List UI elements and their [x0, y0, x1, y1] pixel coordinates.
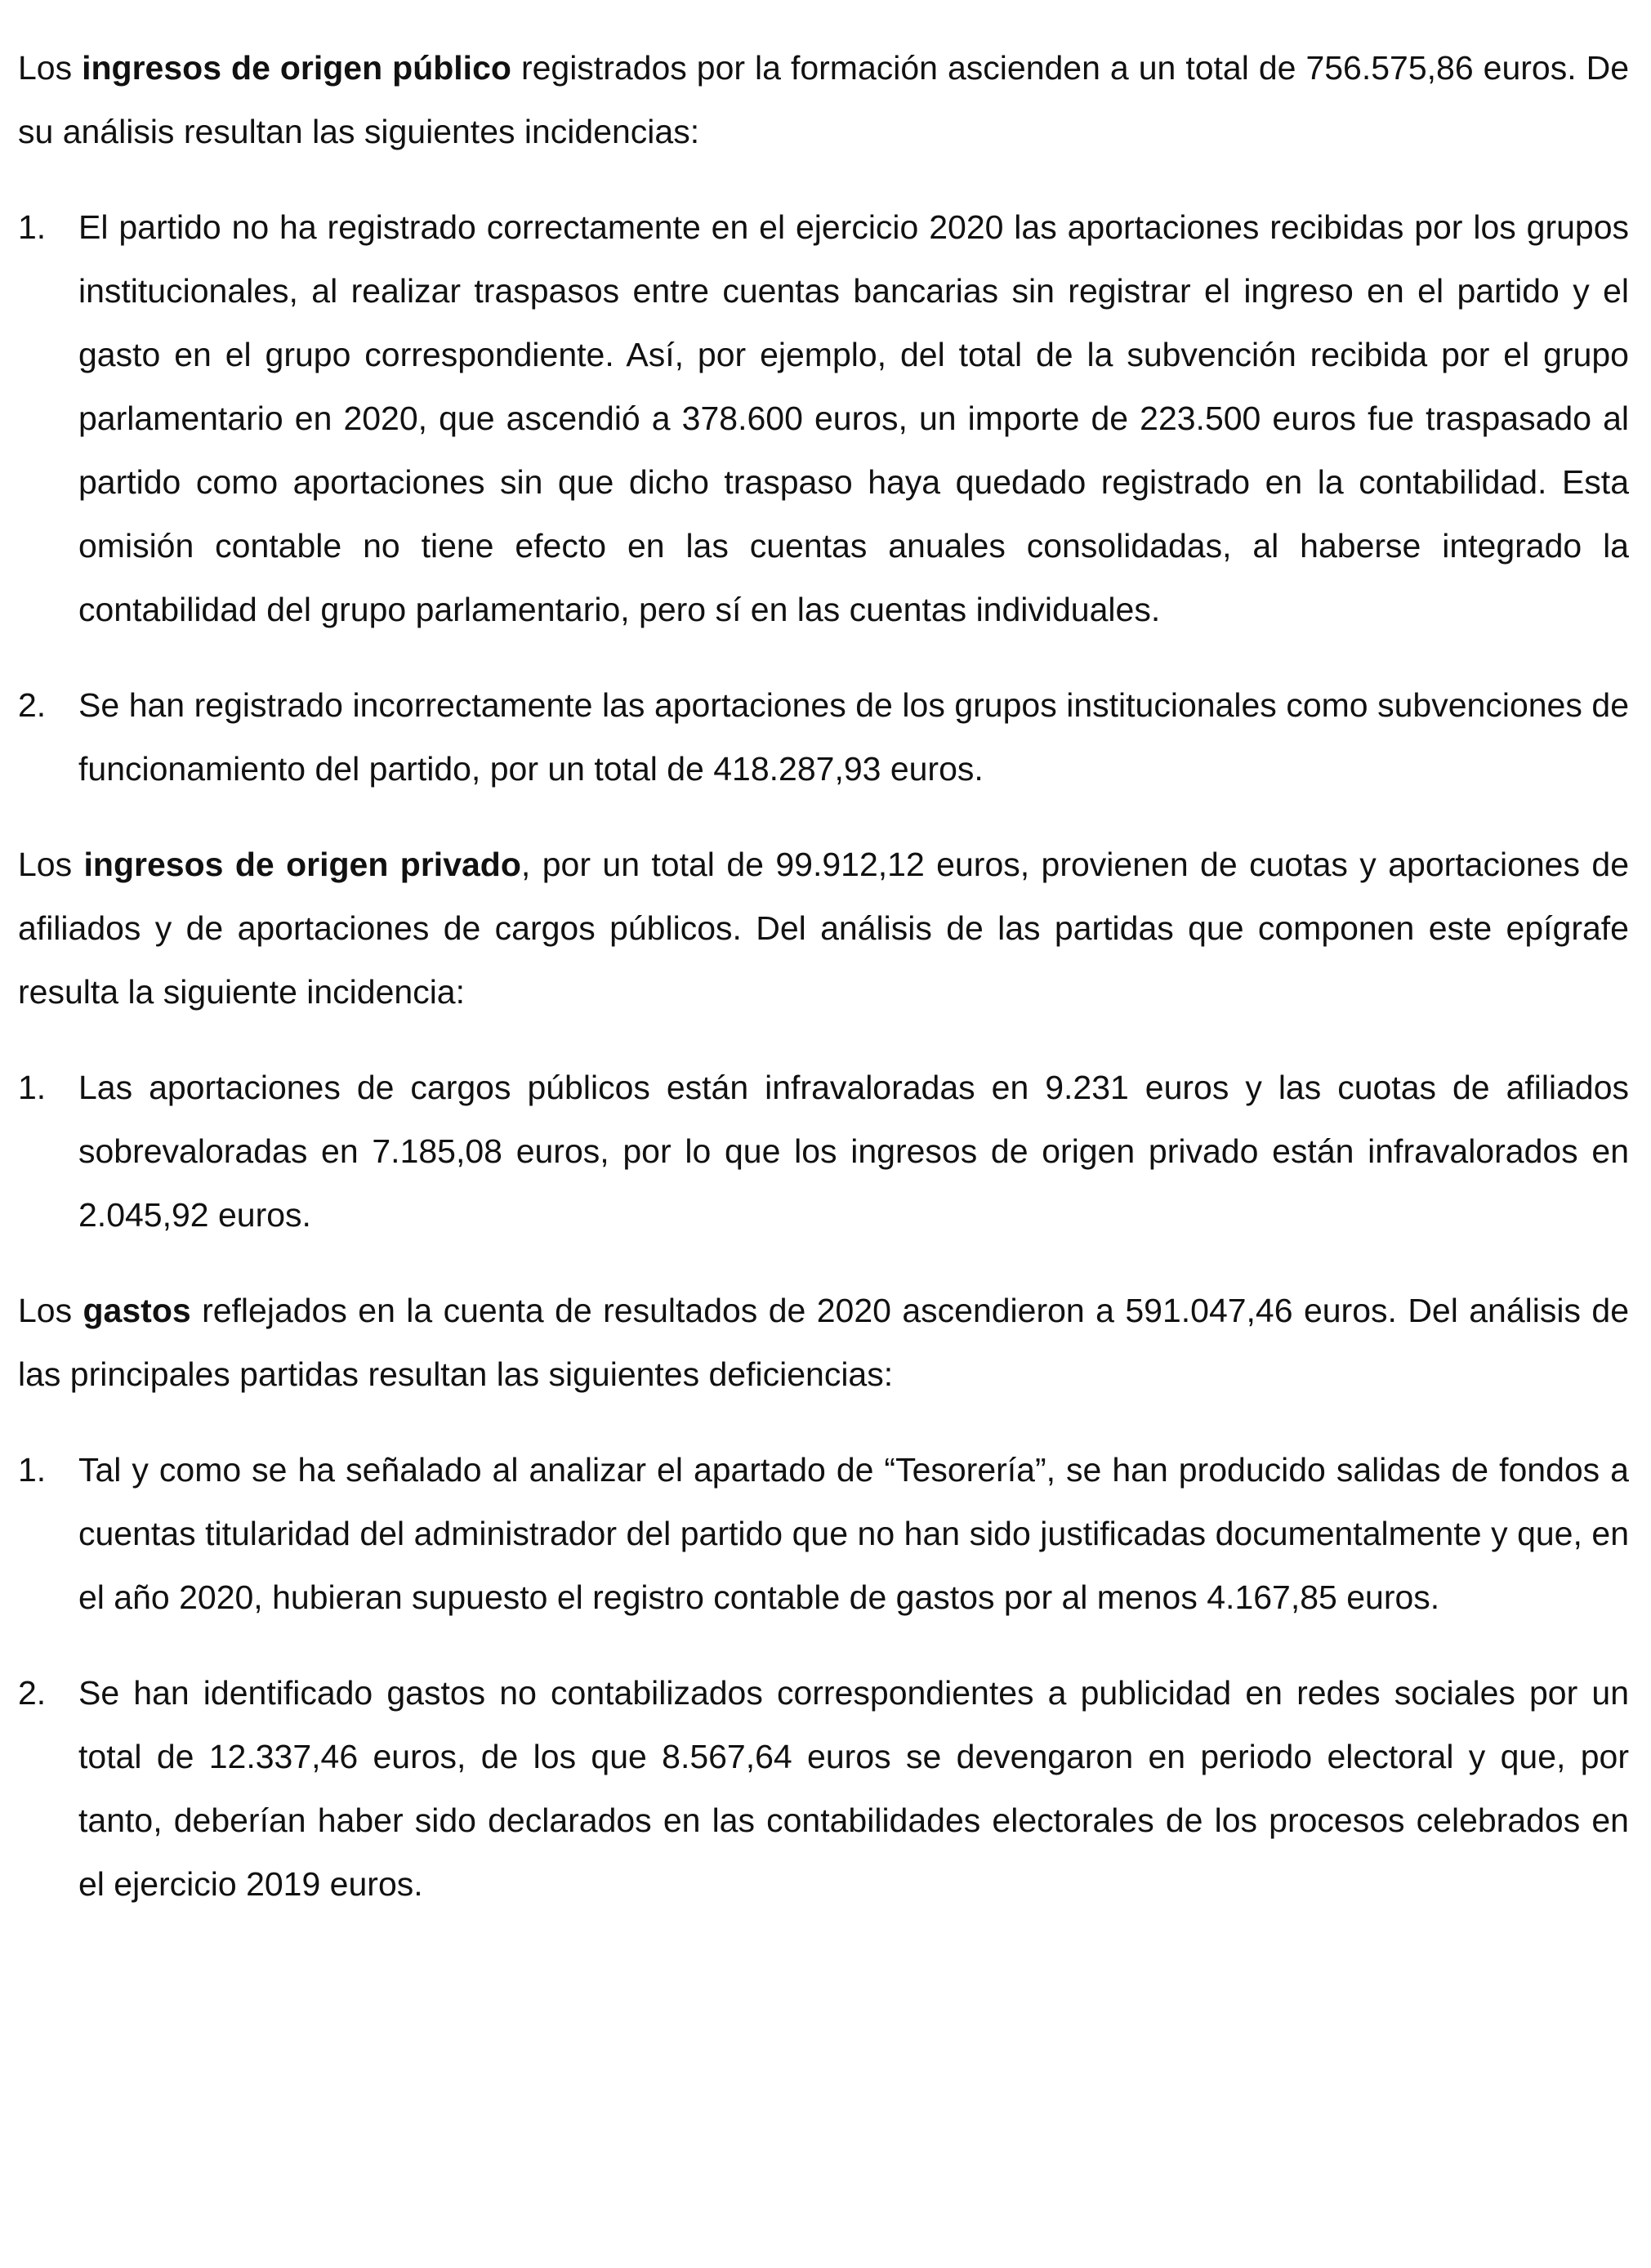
intro-post: , por un total de 99.912,12 euros, provienen de cuotas y aportaciones de afiliados y de aportaciones de cargos públicos. Del análisis de las partidas que componen este epígrafe resulta la siguiente incidencia: — [18, 846, 1630, 1011]
expenses-list — [18, 1438, 1629, 1916]
private-income-intro — [18, 833, 1629, 1024]
private-income-heading: ingresos de origen privado — [83, 846, 521, 883]
list-item — [18, 1438, 1629, 1629]
public-income-heading: ingresos de origen público — [82, 49, 511, 87]
expenses-heading: gastos — [83, 1292, 191, 1329]
intro-pre: Los — [18, 846, 84, 883]
item-text: Tal y como se ha señalado al analizar el apartado de “Tesorería”, se han producido salidas de fondos a cuentas titularidad del administrador del partido que no han sido justificadas documentalmente y que, en el año 2020, hubieran supuesto el registro contable de gastos por al menos 4.167,85 euros. — [78, 1451, 1629, 1616]
list-item — [18, 1661, 1629, 1916]
private-income-list — [18, 1056, 1629, 1247]
item-text: El partido no ha registrado correctamente en el ejercicio 2020 las aportaciones recibidas por los grupos institucionales, al realizar traspasos entre cuentas bancarias sin registrar el ingreso en el partido y el gasto en el grupo correspondiente. Así, por ejemplo, del total de la subvención recibida por el grupo parlamentario en 2020, que ascendió a 378.600 euros, un importe de 223.500 euros fue traspasado al partido como aportaciones sin que dicho traspaso haya quedado registrado en la contabilidad. Esta omisión contable no tiene efecto en las cuentas anuales consolidadas, al haberse integrado la contabilidad del grupo parlamentario, pero sí en las cuentas individuales. — [78, 208, 1629, 628]
document-page — [18, 36, 1629, 1948]
item-number: 1. — [18, 208, 47, 246]
public-income-list — [18, 195, 1629, 801]
intro-post: reflejados en la cuenta de resultados de 2020 ascendieron a 591.047,46 euros. Del análisis de las principales partidas resultan las siguientes deficiencias: — [18, 1292, 1629, 1393]
item-text: Se han identificado gastos no contabilizados correspondientes a publicidad en redes sociales por un total de 12.337,46 euros, de los que 8.567,64 euros se devengaron en periodo electoral y que, por tanto, deberían haber sido declarados en las contabilidades electorales de los procesos celebrados en el ejercicio 2019 euros. — [78, 1674, 1629, 1903]
list-item — [18, 1056, 1629, 1247]
item-number: 2. — [18, 686, 47, 724]
public-income-intro — [18, 36, 1629, 163]
intro-pre: Los — [18, 1292, 83, 1329]
item-number: 1. — [18, 1451, 47, 1489]
intro-post: registrados por la formación ascienden a un total de 756.575,86 euros. De su análisis resultan las siguientes incidencias: — [18, 49, 1630, 150]
list-item — [18, 673, 1629, 801]
item-text: Las aportaciones de cargos públicos están infravaloradas en 9.231 euros y las cuotas de afiliados sobrevaloradas en 7.185,08 euros, por lo que los ingresos de origen privado están infravalorados en 2.045,92 euros. — [78, 1069, 1629, 1234]
list-item — [18, 195, 1629, 641]
intro-pre: Los — [18, 49, 83, 87]
item-number: 1. — [18, 1069, 47, 1106]
item-text: Se han registrado incorrectamente las aportaciones de los grupos institucionales como subvenciones de funcionamiento del partido, por un total de 418.287,93 euros. — [78, 686, 1629, 788]
item-number: 2. — [18, 1674, 47, 1712]
expenses-intro — [18, 1279, 1629, 1406]
